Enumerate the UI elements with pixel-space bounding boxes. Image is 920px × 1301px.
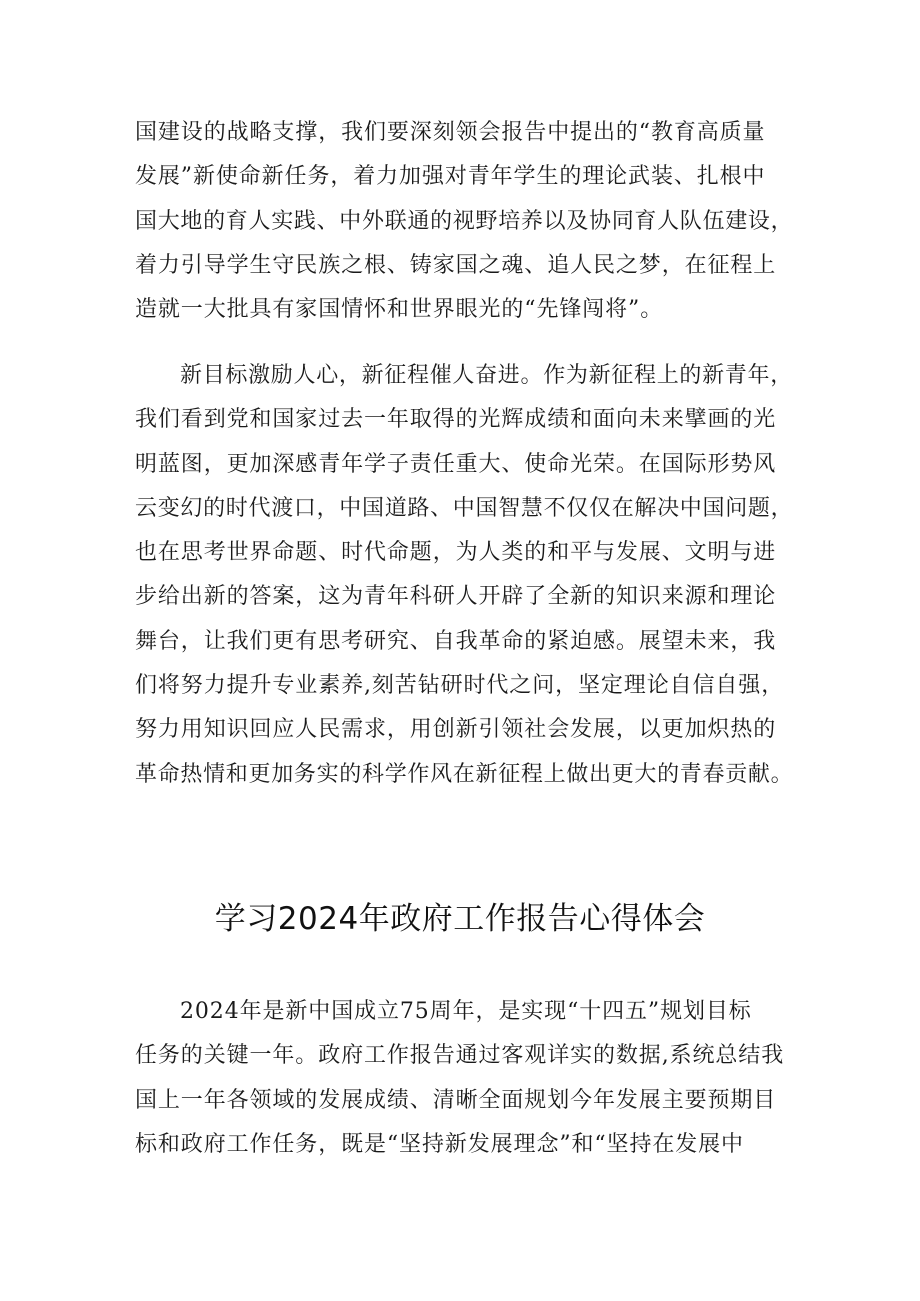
text-line: 国上一年各领域的发展成绩、清晰全面规划今年发展主要预期目 bbox=[135, 1087, 777, 1113]
text-line: 革命热情和更加务实的科学作风在新征程上做出更大的青春贡献。 bbox=[135, 761, 794, 787]
text-line: 新目标激励人心，新征程催人奋进。作为新征程上的新青年， bbox=[180, 363, 793, 388]
text-line: 标和政府工作任务，既是“坚持新发展理念”和“坚持在发展中 bbox=[135, 1131, 744, 1157]
text-line: 努力用知识回应人民需求，用创新引领社会发展，以更加炽热的 bbox=[135, 717, 777, 743]
article-title: 学习2024年政府工作报告心得体会 bbox=[214, 901, 706, 937]
text-line: 也在思考世界命题、时代命题，为人类的和平与发展、文明与进 bbox=[135, 540, 777, 566]
text-line: 明蓝图，更加深感青年学子责任重大、使命光荣。在国际形势风 bbox=[135, 451, 777, 477]
text-line: 云变幻的时代渡口，中国道路、中国智慧不仅仅在解决中国问题， bbox=[135, 495, 794, 521]
text-line: 舞台，让我们更有思考研究、自我革命的紧迫感。展望未来，我 bbox=[135, 628, 777, 654]
text-line: 国建设的战略支撑，我们要深刻领会报告中提出的“教育高质量 bbox=[135, 120, 766, 145]
text-line: 任务的关键一年。政府工作报告通过客观详实的数据,系统总结我 bbox=[135, 1043, 785, 1069]
text-line: 造就一大批具有家国情怀和世界眼光的“先锋闯将”。 bbox=[135, 297, 664, 323]
text-line: 步给出新的答案，这为青年科研人开辟了全新的知识来源和理论 bbox=[135, 584, 777, 610]
paragraph-new-goals bbox=[135, 354, 795, 797]
paragraph-continuation bbox=[135, 111, 795, 332]
paragraph-intro bbox=[135, 990, 795, 1167]
text-line: 我们看到党和国家过去一年取得的光辉成绩和面向未来擘画的光 bbox=[135, 407, 777, 433]
text-line: 发展”新使命新任务，着力加强对青年学生的理论武装、扎根中 bbox=[135, 164, 766, 190]
text-line: 们将努力提升专业素养,刻苦钻研时代之问，坚定理论自信自强， bbox=[135, 673, 785, 699]
text-line: 着力引导学生守民族之根、铸家国之魂、追人民之梦，在征程上 bbox=[135, 252, 777, 278]
text-line: 国大地的育人实践、中外联通的视野培养以及协同育人队伍建设， bbox=[135, 208, 794, 234]
text-line: 2024年是新中国成立75周年，是实现“十四五”规划目标 bbox=[180, 999, 752, 1024]
